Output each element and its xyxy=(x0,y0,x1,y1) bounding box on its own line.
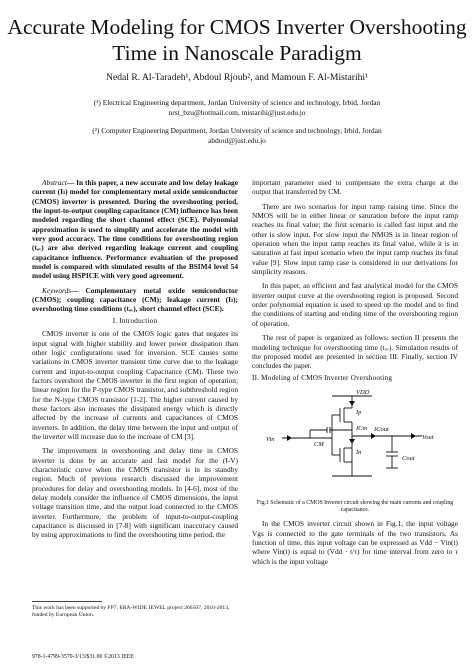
label-cout: Cout xyxy=(402,454,415,462)
label-icout: ICout xyxy=(374,425,389,433)
abstract-label: Abstract xyxy=(42,178,67,187)
label-ip: Ip xyxy=(356,408,362,416)
label-cm: CM xyxy=(314,440,324,448)
left-column xyxy=(32,178,238,540)
label-vin: Vin xyxy=(266,435,275,443)
keywords xyxy=(32,286,238,314)
right-column xyxy=(252,178,458,566)
label-in: In xyxy=(356,448,362,456)
intro-paragraph-2: The improvement in overshooting and delay time in CMOS inverter is done by an accurate and fast model for the (I-V) characteristic curve when the CMOS transistor is in its standby region. Much of previous research discussed the improvement procedures for delay and overshooting models. In [4-6], most of the delay models consider the influence of CMOS dimensions, the input voltage transition time, and the output load connected to the CMOS inverter. Furthermore, the problem of input-to-output-coupling capacitance is discussed in [7-8] with significant inaccuracy caused by using approximations to find the overshooting time period, the xyxy=(32,446,238,540)
abstract xyxy=(32,178,238,281)
keywords-text: — Complementary metal oxide semiconductor (CMOS); coupling capacitance (CM); leakage current (Iₗ); overshooting time conditions (tₒᵥ), short channel effect (SCE). xyxy=(32,285,238,314)
cmos-inverter-schematic xyxy=(252,386,458,498)
abstract-text: — In this paper, a new accurate and low delay leakage current (Iₗ) model for complementary metal oxide semiconductor (CMOS) inverter is presented. During the overshooting period, the input-to-output coupling capacitance (CM) influence has been modeled regarding the short channel effect (SCE). Polynomial approximation is used to simplify and accelerate the model with very good accuracy. The time conditions for overshooting region (tₒᵥ) are also derived regarding leakage current and coupling capacitance influence. Performance evaluation of the proposed model is compared with simulated results of the BSIM4 level 54 model using HSPICE with very good agreement. xyxy=(32,178,238,281)
intro-paragraph-1: CMOS inverter is one of the CMOS logic gates that negates its input signal with higher stability and lower power dissipation than other logic configurations used for inversion. SCE causes some variations in CMOS inverter transient time curve due to the leakage current and input-to-output coupling Capacitance (CM). These two factors overshoot the CMOS inverter in the first region of operation; linear region for the P-type CMOS transistor, and subthreshold region for the N-type CMOS transistor [1-2]. The higher current caused by these factors also increases the dissipated energy which is directly affected by the increase of currents and capacitances of CMOS inverters. In addition, the delay time between the input and output of the inverter will increase due to the increase of CM [3]. xyxy=(32,329,238,441)
label-icm: ICm xyxy=(356,424,368,432)
page-footer: 978-1-4799-3570-3/13/$31.00 ©2013 IEEE xyxy=(32,654,134,660)
affiliation-1 xyxy=(20,98,454,117)
affiliation-2-emails: abdoul@just.edu.jo xyxy=(208,135,266,145)
section-heading-modeling: II. Modeling of CMOS Inverter Overshooting xyxy=(252,373,393,382)
figure-caption: Fig.1 Schematic of a CMOS Inverter circuit showing the main currents and coupling capacitance. xyxy=(256,500,454,514)
right-paragraph-1: important parameter used to compensate the extra charge at the output that transferred by CM. xyxy=(252,178,458,197)
label-vdd: VDD xyxy=(356,388,370,396)
affiliation-2-line1: (²) Computer Engineering Department, Jordan University of science and technology, Irbid, Jordan xyxy=(92,126,382,135)
right-paragraph-5: In the CMOS inverter circuit shown in Fig.1, the input voltage Vgs is connected to the gate terminals of the two transistors. As function of time, this input voltage can be expressed as Vdd − Vin(t) where Vin(t) is equal to (Vdd · t/τ) for time interval from zero to τ which is the input voltage xyxy=(252,519,458,566)
affiliation-2 xyxy=(20,126,454,145)
affiliation-1-emails: nrst_bzu@hotmail.com, mistarihi@just.edu.jo xyxy=(168,107,306,117)
paper-title: Accurate Modeling for CMOS Inverter Overshooting Time in Nanoscale Paradigm xyxy=(7,15,467,65)
right-paragraph-2: There are two scenarios for input ramp raising time. Since the NMOS will be in either linear or saturation before the input ramp reaches its final value; the first scenario is called fast input and the other is slow input. For slow input the NMOS is in linear region of operation when the input ramp reaches its final value, while it is in saturation at fast input scenario when the input ramp reaches its final value [9]. Slow input ramp case is considered in our derivations for simplicity reasons. xyxy=(252,201,458,277)
label-vout: Vout xyxy=(422,433,434,441)
footnote: This work has been supported by FP7, ERA-WIDE JEWEL project 266507, 2010-2013, funded by European Union. xyxy=(32,605,230,618)
right-paragraph-4: The rest of paper is organized as follows: section II presents the modeling technique for overshooting time (tₒᵥ). Simulation results of the proposed model are presented in section III. Finally, section IV concludes the paper. xyxy=(252,333,458,371)
right-paragraph-3: In this paper, an efficient and fast analytical model for the CMOS inverter output curve at the overshooting region is proposed. Second order polynomial equation is used to speed up the model and to find the conditions of starting and ending time of the overshooting region of operation. xyxy=(252,281,458,328)
footnote-rule xyxy=(32,601,102,602)
affiliation-1-line1: (¹) Electrical Engineering department, Jordan University of science and technology, Irbid, Jordan xyxy=(93,98,381,107)
keywords-label: Keywords xyxy=(42,285,72,295)
author-list: Nedal R. Al-Taradeh¹, Abdoul Rjoub², and Mamoun F. Al-Mistarihi¹ xyxy=(106,72,368,83)
section-heading-introduction: I. Introduction xyxy=(112,316,158,325)
